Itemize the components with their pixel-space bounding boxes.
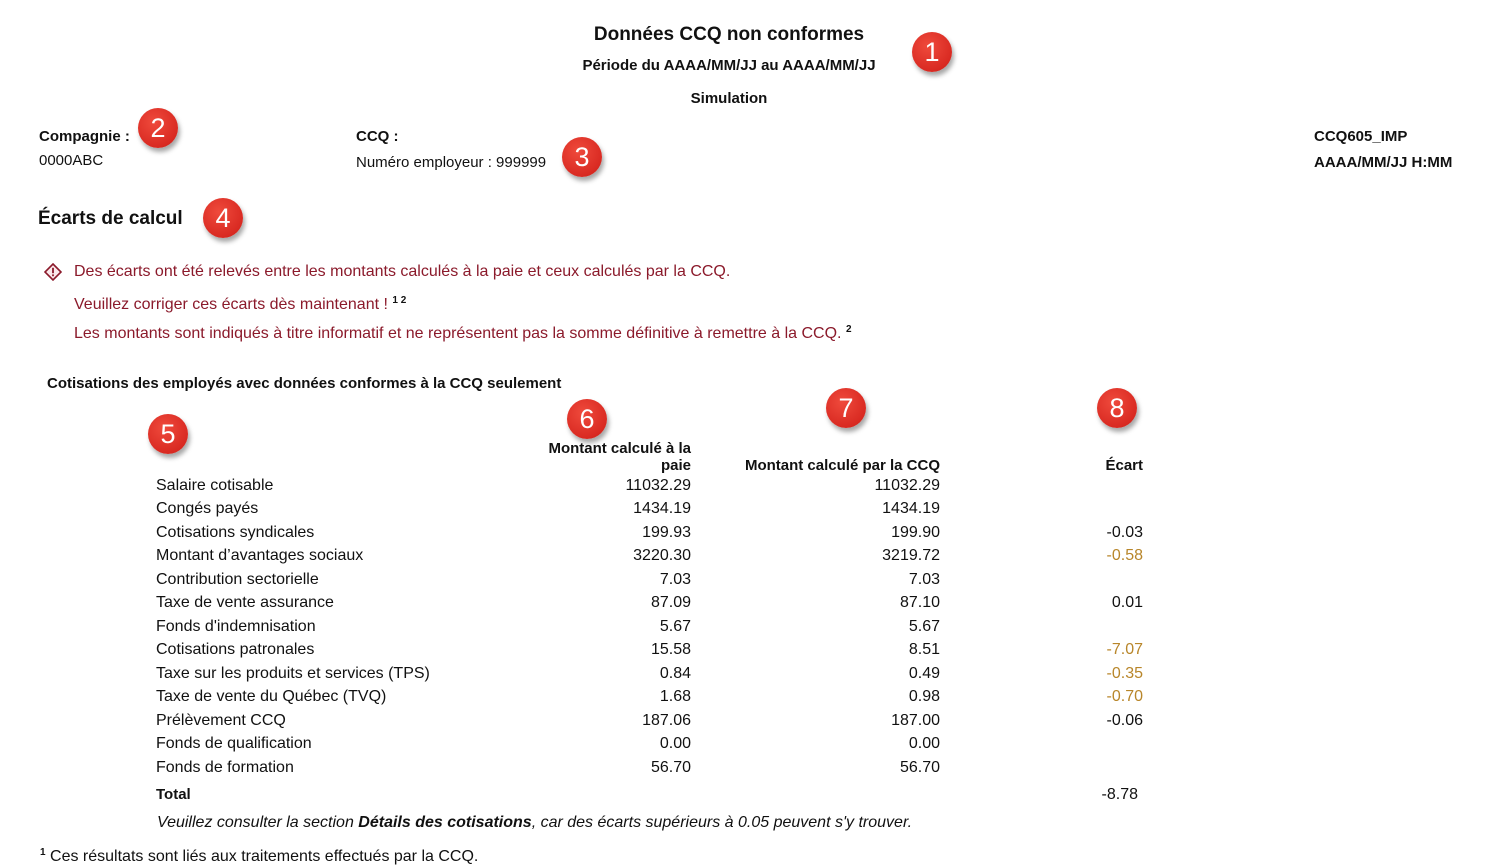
company-label: Compagnie : xyxy=(39,128,130,145)
table-row xyxy=(150,615,1143,639)
row-ccq-amount: 199.90 xyxy=(891,523,940,541)
row-payroll-amount: 56.70 xyxy=(650,758,691,776)
row-label: Montant d’avantages sociaux xyxy=(156,547,364,565)
footnote-ref: 1 2 xyxy=(392,295,407,306)
annotation-badge-7: 7 xyxy=(826,388,866,428)
annotation-badge-8: 8 xyxy=(1097,388,1137,428)
row-ccq-amount: 11032.29 xyxy=(874,476,940,494)
table-row xyxy=(150,521,1143,545)
table-row xyxy=(150,498,1143,522)
warning-line-2-text: Veuillez corriger ces écarts dès maintenant ! xyxy=(74,296,388,313)
annotation-badge-1: 1 xyxy=(912,32,952,72)
table-subtitle: Cotisations des employés avec données conformes à la CCQ seulement xyxy=(47,375,562,392)
column-header-payroll: Montant calculé à la paie xyxy=(548,440,691,474)
annotation-badge-6: 6 xyxy=(567,399,607,439)
row-label: Salaire cotisable xyxy=(156,476,274,494)
row-payroll-amount: 1.68 xyxy=(659,688,691,706)
row-payroll-amount: 187.06 xyxy=(642,711,691,729)
column-header-difference: Écart xyxy=(1105,457,1143,474)
row-difference xyxy=(940,615,1143,639)
report-mode: Simulation xyxy=(690,90,768,107)
contributions-table xyxy=(150,440,1143,780)
row-payroll-amount: 5.67 xyxy=(659,617,691,635)
row-ccq-amount: 0.49 xyxy=(908,664,940,682)
table-row xyxy=(150,662,1143,686)
row-ccq-amount: 87.10 xyxy=(899,594,940,612)
row-label: Fonds de formation xyxy=(156,758,294,776)
row-difference xyxy=(940,756,1143,780)
table-row xyxy=(150,756,1143,780)
warning-line-3 xyxy=(74,324,852,343)
annotation-badge-4: 4 xyxy=(203,198,243,238)
row-difference: -7.07 xyxy=(1106,641,1143,659)
employer-number: Numéro employeur : 999999 xyxy=(356,154,547,171)
row-difference: -0.35 xyxy=(1106,664,1143,682)
row-ccq-amount: 7.03 xyxy=(908,570,940,588)
table-row xyxy=(150,545,1143,569)
row-label: Congés payés xyxy=(156,500,259,518)
row-difference: 0.01 xyxy=(1111,594,1143,612)
details-notice-pre: Veuillez consulter la section xyxy=(157,814,359,831)
row-ccq-amount: 56.70 xyxy=(899,758,940,776)
row-payroll-amount: 199.93 xyxy=(642,523,691,541)
table-header-row xyxy=(150,440,1143,474)
report-datetime: AAAA/MM/JJ H:MM xyxy=(1314,154,1453,171)
company-value: 0000ABC xyxy=(39,152,104,169)
row-ccq-amount: 5.67 xyxy=(908,617,940,635)
column-header-label xyxy=(150,440,516,474)
row-label: Cotisations syndicales xyxy=(156,523,315,541)
row-ccq-amount: 3219.72 xyxy=(882,547,940,565)
row-ccq-amount: 0.98 xyxy=(908,688,940,706)
footnote-text: Ces résultats sont liés aux traitements effectués par la CCQ. xyxy=(50,848,479,865)
row-ccq-amount: 0.00 xyxy=(908,735,940,753)
table-row xyxy=(150,568,1143,592)
row-difference: -0.06 xyxy=(1106,711,1143,729)
details-section-link: Détails des cotisations xyxy=(358,814,532,831)
section-title: Écarts de calcul xyxy=(38,208,183,229)
row-label: Taxe de vente assurance xyxy=(156,594,334,612)
row-ccq-amount: 8.51 xyxy=(908,641,940,659)
row-payroll-amount: 11032.29 xyxy=(625,476,691,494)
warning-line-2 xyxy=(74,295,406,314)
row-difference: -0.58 xyxy=(1106,547,1143,565)
row-label: Contribution sectorielle xyxy=(156,570,319,588)
row-label: Cotisations patronales xyxy=(156,641,315,659)
annotation-badge-2: 2 xyxy=(138,108,178,148)
row-difference: -0.03 xyxy=(1106,523,1143,541)
table-row xyxy=(150,733,1143,757)
row-difference: -0.70 xyxy=(1106,688,1143,706)
table-row xyxy=(150,639,1143,663)
warning-line-1: Des écarts ont été relevés entre les montants calculés à la paie et ceux calculés par la CCQ. xyxy=(74,263,731,280)
details-notice xyxy=(157,814,912,832)
warning-diamond-icon xyxy=(44,263,62,281)
row-payroll-amount: 3220.30 xyxy=(633,547,691,565)
table-row xyxy=(150,474,1143,498)
row-payroll-amount: 87.09 xyxy=(650,594,691,612)
footnote-ref: 2 xyxy=(845,324,852,335)
warning-line-3-text: Les montants sont indiqués à titre informatif et ne représentent pas la somme définitive à remettre à la CCQ. xyxy=(74,325,842,342)
row-difference xyxy=(940,474,1143,498)
column-header-ccq: Montant calculé par la CCQ xyxy=(744,457,940,474)
row-payroll-amount: 1434.19 xyxy=(633,500,691,518)
row-difference xyxy=(940,498,1143,522)
row-payroll-amount: 0.00 xyxy=(659,735,691,753)
ccq-label: CCQ : xyxy=(356,128,399,145)
row-ccq-amount: 187.00 xyxy=(891,711,940,729)
footnote-marker: 1 xyxy=(40,847,46,858)
total-label: Total xyxy=(156,786,191,803)
annotation-badge-3: 3 xyxy=(562,137,602,177)
row-payroll-amount: 0.84 xyxy=(659,664,691,682)
annotation-badge-5: 5 xyxy=(148,414,188,454)
report-code: CCQ605_IMP xyxy=(1314,128,1408,145)
total-difference: -8.78 xyxy=(1101,786,1138,803)
row-payroll-amount: 15.58 xyxy=(650,641,691,659)
row-label: Taxe de vente du Québec (TVQ) xyxy=(156,688,387,706)
row-label: Taxe sur les produits et services (TPS) xyxy=(156,664,430,682)
row-ccq-amount: 1434.19 xyxy=(882,500,940,518)
report-title: Données CCQ non conformes xyxy=(593,24,865,45)
table-row xyxy=(150,592,1143,616)
row-label: Prélèvement CCQ xyxy=(156,711,286,729)
row-label: Fonds d'indemnisation xyxy=(156,617,316,635)
details-notice-post: , car des écarts supérieurs à 0.05 peuvent s'y trouver. xyxy=(531,814,913,831)
table-row xyxy=(150,709,1143,733)
row-label: Fonds de qualification xyxy=(156,735,312,753)
row-difference xyxy=(940,568,1143,592)
row-payroll-amount: 7.03 xyxy=(659,570,691,588)
table-row xyxy=(150,686,1143,710)
report-period: Période du AAAA/MM/JJ au AAAA/MM/JJ xyxy=(582,57,876,74)
row-difference xyxy=(940,733,1143,757)
footnote xyxy=(40,847,478,866)
